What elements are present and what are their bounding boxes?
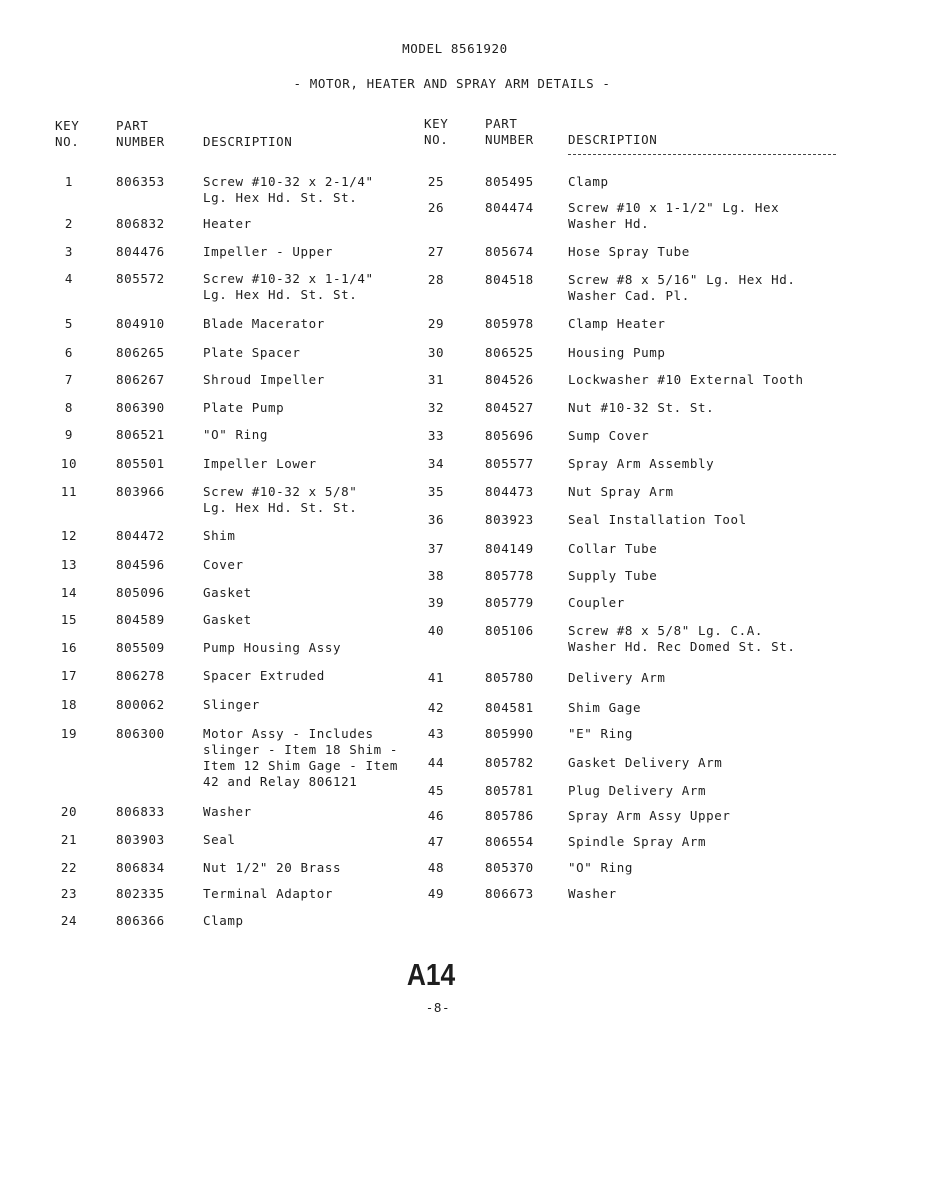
section-title: - MOTOR, HEATER AND SPRAY ARM DETAILS - bbox=[293, 76, 611, 91]
key-number: 39 bbox=[427, 595, 445, 610]
part-description: Nut 1/2" 20 Brass bbox=[203, 860, 342, 875]
part-description: Nut #10-32 St. St. bbox=[568, 400, 715, 415]
part-number: 806673 bbox=[485, 886, 534, 901]
part-number: 805781 bbox=[485, 783, 534, 798]
header-rule bbox=[568, 154, 836, 155]
part-number: 804149 bbox=[485, 541, 534, 556]
part-description: Shim bbox=[203, 528, 236, 543]
part-number: 805778 bbox=[485, 568, 534, 583]
part-number: 800062 bbox=[116, 697, 165, 712]
part-description: Spray Arm Assy Upper bbox=[568, 808, 731, 823]
part-number: 806833 bbox=[116, 804, 165, 819]
part-description: Blade Macerator bbox=[203, 316, 325, 331]
key-number: 3 bbox=[64, 244, 74, 259]
key-number: 12 bbox=[60, 528, 78, 543]
key-number: 34 bbox=[427, 456, 445, 471]
key-number: 22 bbox=[60, 860, 78, 875]
key-number: 28 bbox=[427, 272, 445, 287]
part-description: Washer bbox=[203, 804, 252, 819]
key-number: 4 bbox=[64, 271, 74, 286]
key-number: 9 bbox=[64, 427, 74, 442]
key-number: 7 bbox=[64, 372, 74, 387]
part-number: 805501 bbox=[116, 456, 165, 471]
key-number: 27 bbox=[427, 244, 445, 259]
part-number: 804518 bbox=[485, 272, 534, 287]
part-number: 803923 bbox=[485, 512, 534, 527]
key-number: 11 bbox=[60, 484, 78, 499]
part-description: Plate Pump bbox=[203, 400, 285, 415]
key-number: 29 bbox=[427, 316, 445, 331]
key-number: 15 bbox=[60, 612, 78, 627]
key-number: 36 bbox=[427, 512, 445, 527]
part-description: Slinger bbox=[203, 697, 260, 712]
key-number: 33 bbox=[427, 428, 445, 443]
key-number: 16 bbox=[60, 640, 78, 655]
part-number: 804476 bbox=[116, 244, 165, 259]
part-description: Gasket bbox=[203, 612, 252, 627]
part-number: 804589 bbox=[116, 612, 165, 627]
part-description: Clamp bbox=[568, 174, 609, 189]
part-number: 806265 bbox=[116, 345, 165, 360]
part-description: Impeller Lower bbox=[203, 456, 317, 471]
part-description: Housing Pump bbox=[568, 345, 666, 360]
part-number: 805696 bbox=[485, 428, 534, 443]
key-number: 31 bbox=[427, 372, 445, 387]
part-description: Coupler bbox=[568, 595, 625, 610]
left-key-header: KEY NO. bbox=[55, 118, 80, 149]
part-number: 803903 bbox=[116, 832, 165, 847]
part-description: Gasket bbox=[203, 585, 252, 600]
key-number: 48 bbox=[427, 860, 445, 875]
part-number: 806353 bbox=[116, 174, 165, 189]
key-number: 30 bbox=[427, 345, 445, 360]
part-description: Cover bbox=[203, 557, 244, 572]
part-description: Hose Spray Tube bbox=[568, 244, 690, 259]
key-number: 37 bbox=[427, 541, 445, 556]
part-number: 805096 bbox=[116, 585, 165, 600]
part-description: Gasket Delivery Arm bbox=[568, 755, 723, 770]
part-number: 805572 bbox=[116, 271, 165, 286]
part-number: 805674 bbox=[485, 244, 534, 259]
right-description-header: DESCRIPTION bbox=[568, 132, 658, 147]
key-number: 17 bbox=[60, 668, 78, 683]
key-number: 49 bbox=[427, 886, 445, 901]
part-description: Terminal Adaptor bbox=[203, 886, 334, 901]
part-number: 806834 bbox=[116, 860, 165, 875]
part-number: 805779 bbox=[485, 595, 534, 610]
part-number: 804474 bbox=[485, 200, 534, 215]
part-description: Plug Delivery Arm bbox=[568, 783, 707, 798]
part-number: 805990 bbox=[485, 726, 534, 741]
part-number: 806278 bbox=[116, 668, 165, 683]
part-description: Sump Cover bbox=[568, 428, 650, 443]
key-number: 6 bbox=[64, 345, 74, 360]
part-number: 806525 bbox=[485, 345, 534, 360]
key-number: 45 bbox=[427, 783, 445, 798]
part-description: Screw #10-32 x 2-1/4" Lg. Hex Hd. St. St. bbox=[203, 174, 374, 205]
key-number: 20 bbox=[60, 804, 78, 819]
part-number: 804472 bbox=[116, 528, 165, 543]
part-description: Spacer Extruded bbox=[203, 668, 325, 683]
key-number: 24 bbox=[60, 913, 78, 928]
key-number: 40 bbox=[427, 623, 445, 638]
part-number: 805786 bbox=[485, 808, 534, 823]
part-number: 806832 bbox=[116, 216, 165, 231]
key-number: 10 bbox=[60, 456, 78, 471]
part-description: Washer bbox=[568, 886, 617, 901]
part-description: Spindle Spray Arm bbox=[568, 834, 707, 849]
key-number: 38 bbox=[427, 568, 445, 583]
part-number: 806267 bbox=[116, 372, 165, 387]
part-number: 805509 bbox=[116, 640, 165, 655]
key-number: 25 bbox=[427, 174, 445, 189]
page-number: -8- bbox=[425, 1000, 451, 1015]
part-description: Screw #10-32 x 1-1/4" Lg. Hex Hd. St. St. bbox=[203, 271, 374, 302]
key-number: 47 bbox=[427, 834, 445, 849]
key-number: 43 bbox=[427, 726, 445, 741]
key-number: 5 bbox=[64, 316, 74, 331]
part-description: Screw #8 x 5/8" Lg. C.A. Washer Hd. Rec Domed St. St. bbox=[568, 623, 796, 654]
part-description: Clamp Heater bbox=[568, 316, 666, 331]
right-part-header: PART NUMBER bbox=[485, 116, 534, 147]
part-description: Plate Spacer bbox=[203, 345, 301, 360]
key-number: 32 bbox=[427, 400, 445, 415]
part-number: 805577 bbox=[485, 456, 534, 471]
part-number: 804581 bbox=[485, 700, 534, 715]
model-number: MODEL 8561920 bbox=[402, 41, 508, 56]
key-number: 46 bbox=[427, 808, 445, 823]
key-number: 1 bbox=[64, 174, 74, 189]
part-number: 804526 bbox=[485, 372, 534, 387]
key-number: 19 bbox=[60, 726, 78, 741]
part-description: Nut Spray Arm bbox=[568, 484, 674, 499]
part-description: Seal Installation Tool bbox=[568, 512, 747, 527]
key-number: 35 bbox=[427, 484, 445, 499]
part-number: 806390 bbox=[116, 400, 165, 415]
part-description: Delivery Arm bbox=[568, 670, 666, 685]
part-description: Heater bbox=[203, 216, 252, 231]
key-number: 21 bbox=[60, 832, 78, 847]
part-number: 806366 bbox=[116, 913, 165, 928]
part-description: Screw #8 x 5/16" Lg. Hex Hd. Washer Cad. Pl. bbox=[568, 272, 796, 303]
key-number: 8 bbox=[64, 400, 74, 415]
part-description: Clamp bbox=[203, 913, 244, 928]
part-number: 806300 bbox=[116, 726, 165, 741]
key-number: 14 bbox=[60, 585, 78, 600]
key-number: 26 bbox=[427, 200, 445, 215]
key-number: 44 bbox=[427, 755, 445, 770]
part-description: "O" Ring bbox=[568, 860, 634, 875]
key-number: 18 bbox=[60, 697, 78, 712]
part-description: Seal bbox=[203, 832, 236, 847]
part-number: 805782 bbox=[485, 755, 534, 770]
plate-label: A14 bbox=[406, 957, 456, 992]
part-description: Screw #10 x 1-1/2" Lg. Hex Washer Hd. bbox=[568, 200, 780, 231]
part-description: Shim Gage bbox=[568, 700, 642, 715]
left-part-header: PART NUMBER bbox=[116, 118, 165, 149]
right-key-header: KEY NO. bbox=[424, 116, 449, 147]
key-number: 41 bbox=[427, 670, 445, 685]
part-description: Shroud Impeller bbox=[203, 372, 325, 387]
part-description: Impeller - Upper bbox=[203, 244, 334, 259]
part-number: 803966 bbox=[116, 484, 165, 499]
part-number: 805978 bbox=[485, 316, 534, 331]
part-description: Lockwasher #10 External Tooth bbox=[568, 372, 804, 387]
part-number: 804596 bbox=[116, 557, 165, 572]
left-description-header: DESCRIPTION bbox=[203, 134, 293, 149]
part-number: 804527 bbox=[485, 400, 534, 415]
key-number: 13 bbox=[60, 557, 78, 572]
part-number: 806554 bbox=[485, 834, 534, 849]
part-number: 805780 bbox=[485, 670, 534, 685]
part-number: 804910 bbox=[116, 316, 165, 331]
part-number: 805495 bbox=[485, 174, 534, 189]
part-number: 806521 bbox=[116, 427, 165, 442]
part-description: Pump Housing Assy bbox=[203, 640, 342, 655]
part-description: Screw #10-32 x 5/8" Lg. Hex Hd. St. St. bbox=[203, 484, 358, 515]
part-description: "E" Ring bbox=[568, 726, 634, 741]
part-description: "O" Ring bbox=[203, 427, 269, 442]
key-number: 2 bbox=[64, 216, 74, 231]
part-number: 805370 bbox=[485, 860, 534, 875]
part-description: Collar Tube bbox=[568, 541, 658, 556]
part-number: 805106 bbox=[485, 623, 534, 638]
part-number: 802335 bbox=[116, 886, 165, 901]
part-description: Motor Assy - Includes slinger - Item 18 Shim - Item 12 Shim Gage - Item 42 and Relay 806121 bbox=[203, 726, 399, 789]
part-description: Spray Arm Assembly bbox=[568, 456, 715, 471]
part-number: 804473 bbox=[485, 484, 534, 499]
key-number: 42 bbox=[427, 700, 445, 715]
part-description: Supply Tube bbox=[568, 568, 658, 583]
key-number: 23 bbox=[60, 886, 78, 901]
